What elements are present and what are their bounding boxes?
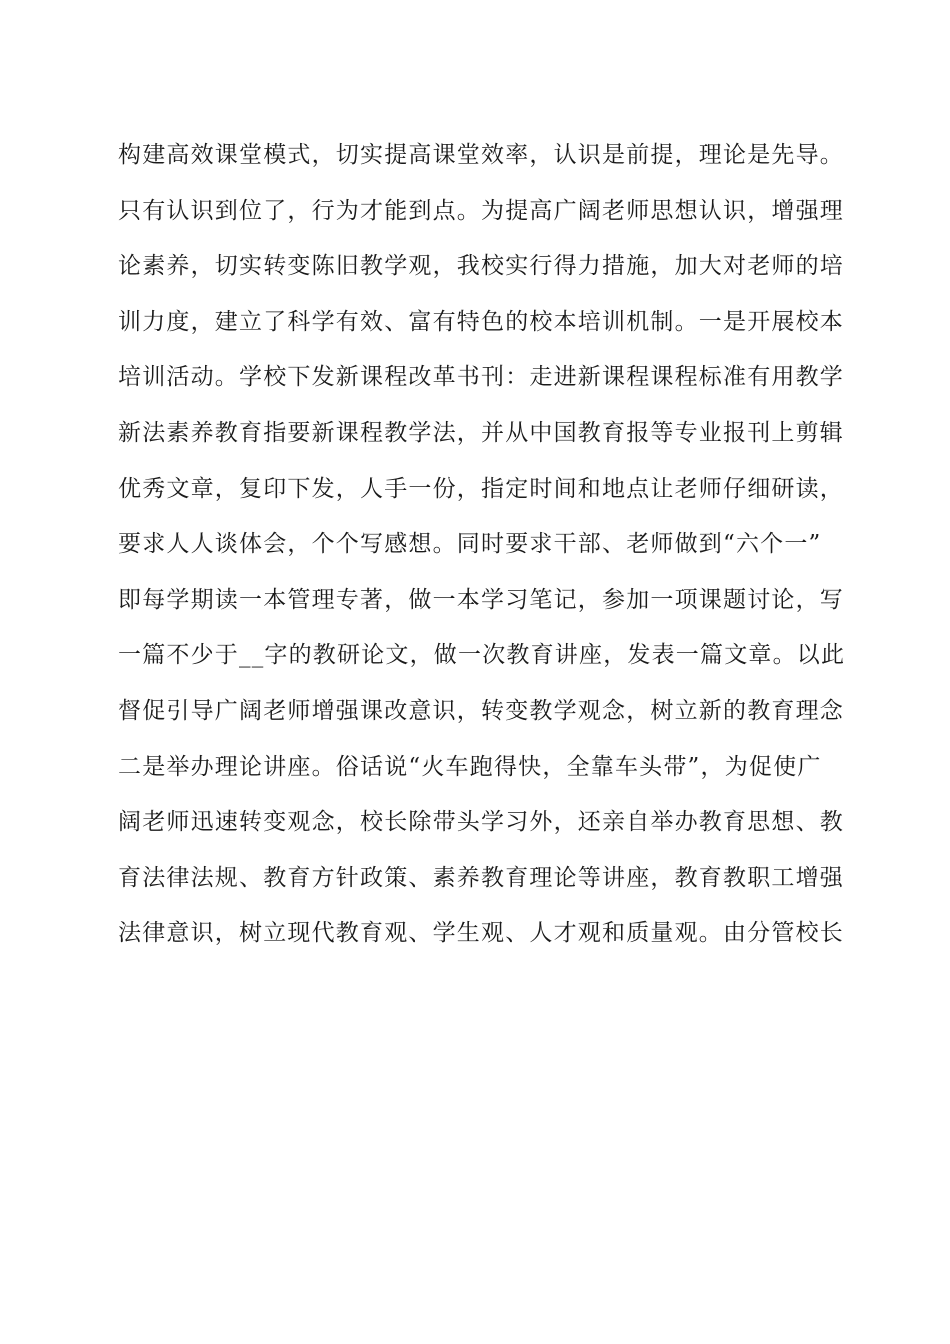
body-text [118, 128, 846, 962]
text-line: 只有认识到位了，行为才能到点。为提高广阔老师思想认识，增强理 [118, 197, 844, 224]
text-line: 要求人人谈体会，个个写感想。同时要求干部、老师做到“六个一” [118, 531, 822, 558]
text-line: 优秀文章，复印下发，人手一份，指定时间和地点让老师仔细研读， [118, 475, 844, 502]
text-line: 新法素养教育指要新课程教学法，并从中国教育报等专业报刊上剪辑 [118, 419, 844, 446]
text-line: 阔老师迅速转变观念，校长除带头学习外，还亲自举办教育思想、教 [118, 809, 844, 836]
text-line: 一篇不少于__字的教研论文，做一次教育讲座，发表一篇文章。以此 [118, 642, 846, 669]
text-line: 法律意识，树立现代教育观、学生观、人才观和质量观。由分管校长 [118, 920, 844, 947]
text-line: 育法律法规、教育方针政策、素养教育理论等讲座，教育教职工增强 [118, 864, 844, 891]
text-line: 训力度，建立了科学有效、富有特色的校本培训机制。一是开展校本 [118, 308, 844, 335]
text-line: 二是举办理论讲座。俗话说“火车跑得快，全靠车头带”，为促使广 [118, 753, 822, 780]
text-line: 培训活动。学校下发新课程改革书刊：走进新课程课程标准有用教学 [118, 364, 844, 391]
text-line: 构建高效课堂模式，切实提高课堂效率，认识是前提，理论是先导。 [118, 142, 844, 168]
text-line: 督促引导广阔老师增强课改意识，转变教学观念，树立新的教育理念 [118, 697, 844, 724]
text-line: 即每学期读一本管理专著，做一本学习笔记，参加一项课题讨论，写 [118, 586, 844, 613]
text-line: 论素养，切实转变陈旧教学观，我校实行得力措施，加大对老师的培 [118, 253, 844, 280]
